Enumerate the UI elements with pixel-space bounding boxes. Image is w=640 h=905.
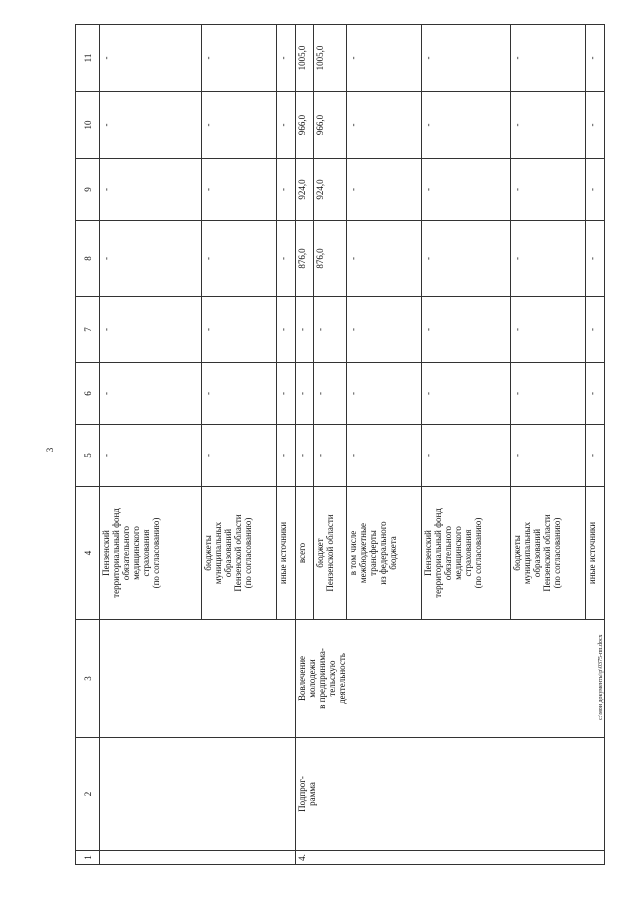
cell-value: 1005,0 — [295, 25, 313, 92]
cell-value: - — [586, 363, 605, 425]
table-row — [295, 25, 313, 865]
cell-value: - — [100, 363, 202, 425]
cell-measure — [100, 620, 296, 738]
header-row — [76, 25, 100, 865]
cell-funding-source: Пензенский территориальный фонд обязательного медицинского страхования (по согласованию) — [100, 487, 202, 620]
cell-value: - — [202, 363, 277, 425]
page-number: 3 — [45, 447, 55, 453]
cell-value: - — [277, 159, 295, 221]
header-cell: 7 — [76, 297, 100, 363]
cell-value: - — [421, 92, 510, 159]
cell-funding-source: в том числе межбюджетные трансферты из федерального бюджета — [346, 487, 421, 620]
cell-funding-source: Пензенский территориальный фонд обязательного медицинского страхования (по согласованию) — [421, 487, 510, 620]
cell-value: - — [511, 25, 586, 92]
file-path-footer: c:\мои документы\р\0375-пп.docx — [598, 634, 604, 720]
cell-value: - — [202, 221, 277, 297]
cell-value: - — [100, 297, 202, 363]
cell-value: - — [277, 25, 295, 92]
cell-value: - — [511, 297, 586, 363]
cell-value: - — [586, 425, 605, 487]
cell-value: - — [346, 297, 421, 363]
cell-value: - — [277, 425, 295, 487]
cell-no: 4. — [295, 851, 604, 865]
cell-value: - — [100, 92, 202, 159]
cell-value: 876,0 — [314, 221, 347, 297]
table-row — [100, 25, 202, 865]
cell-value: - — [586, 221, 605, 297]
cell-value: - — [100, 221, 202, 297]
cell-funding-source: бюджеты муниципальных образований Пензенской области (по согласованию) — [202, 487, 277, 620]
header-cell: 4 — [76, 487, 100, 620]
cell-funding-source: иные источники — [586, 487, 605, 620]
cell-value: - — [202, 425, 277, 487]
cell-value: 966,0 — [295, 92, 313, 159]
header-cell: 1 — [76, 851, 100, 865]
cell-value: - — [421, 363, 510, 425]
cell-value: - — [421, 25, 510, 92]
header-cell: 11 — [76, 25, 100, 92]
cell-value: - — [346, 363, 421, 425]
cell-funding-source: бюджет Пензенской области — [314, 487, 347, 620]
cell-value: - — [277, 297, 295, 363]
table-body — [100, 25, 605, 865]
cell-value: - — [277, 221, 295, 297]
cell-value: - — [100, 425, 202, 487]
cell-funding-source: бюджеты муниципальных образований Пензенской области (по согласованию) — [511, 487, 586, 620]
cell-value: 966,0 — [314, 92, 347, 159]
cell-value: - — [421, 297, 510, 363]
cell-value: - — [421, 425, 510, 487]
cell-value: 924,0 — [314, 159, 347, 221]
cell-value: - — [202, 297, 277, 363]
cell-value: - — [346, 159, 421, 221]
cell-value: - — [100, 25, 202, 92]
cell-value: - — [277, 363, 295, 425]
cell-value: - — [511, 363, 586, 425]
cell-value: - — [421, 159, 510, 221]
cell-funding-source: всего — [295, 487, 313, 620]
cell-value: - — [511, 221, 586, 297]
cell-value: - — [100, 159, 202, 221]
header-cell: 6 — [76, 363, 100, 425]
cell-value: - — [586, 159, 605, 221]
header-cell: 2 — [76, 738, 100, 851]
header-cell: 5 — [76, 425, 100, 487]
cell-value: - — [346, 25, 421, 92]
header-cell: 10 — [76, 92, 100, 159]
cell-value: - — [346, 425, 421, 487]
cell-name: Подпрог- рамма — [295, 738, 604, 851]
rotated-table-container — [75, 29, 605, 865]
cell-value: - — [295, 425, 313, 487]
cell-measure: Вовлечение молодежи в предпринима- тельскую деятельность — [295, 620, 604, 738]
cell-value: - — [511, 92, 586, 159]
cell-value: 1005,0 — [314, 25, 347, 92]
cell-value: - — [295, 363, 313, 425]
cell-value: - — [346, 92, 421, 159]
cell-value: - — [202, 92, 277, 159]
cell-value: - — [202, 25, 277, 92]
cell-name — [100, 738, 296, 851]
cell-value: - — [314, 297, 347, 363]
cell-value: - — [511, 425, 586, 487]
cell-value: - — [295, 297, 313, 363]
cell-value: - — [314, 425, 347, 487]
cell-value: 876,0 — [295, 221, 313, 297]
cell-value: - — [586, 297, 605, 363]
header-cell: 3 — [76, 620, 100, 738]
cell-value: - — [346, 221, 421, 297]
cell-no — [100, 851, 296, 865]
cell-value: - — [421, 221, 510, 297]
cell-value: - — [586, 92, 605, 159]
cell-value: - — [586, 25, 605, 92]
cell-value: - — [202, 159, 277, 221]
cell-value: 924,0 — [295, 159, 313, 221]
header-cell: 8 — [76, 221, 100, 297]
header-cell: 9 — [76, 159, 100, 221]
cell-value: - — [511, 159, 586, 221]
funding-table — [75, 24, 605, 865]
cell-value: - — [314, 363, 347, 425]
cell-value: - — [277, 92, 295, 159]
cell-funding-source: иные источники — [277, 487, 295, 620]
